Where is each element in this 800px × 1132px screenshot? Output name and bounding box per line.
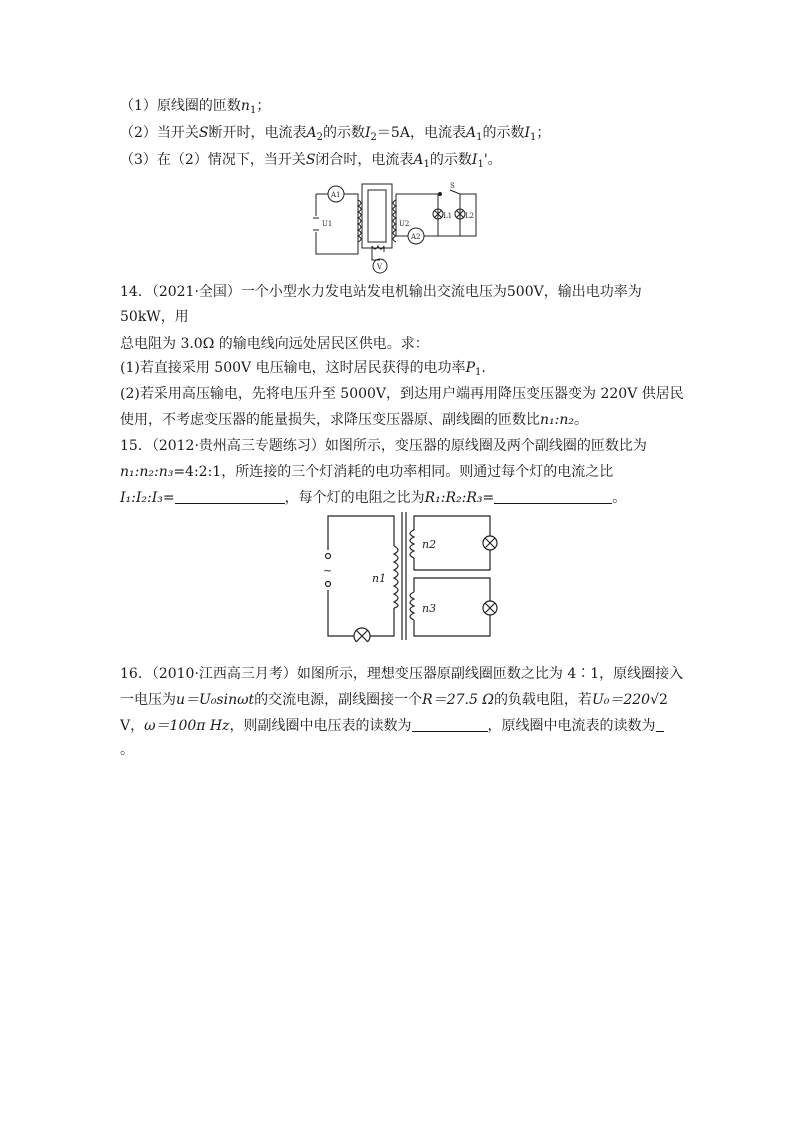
punct: '。 bbox=[483, 152, 502, 168]
resistance-ratio: R₁:R₂:R₃ bbox=[424, 490, 483, 506]
label-a2: A2 bbox=[411, 233, 421, 241]
var-i: I bbox=[365, 125, 371, 141]
punct: ； bbox=[536, 125, 551, 141]
text: ，每个灯的电阻之比为 bbox=[284, 490, 425, 506]
text: （2）当开关 bbox=[120, 125, 199, 141]
text: V， bbox=[120, 718, 145, 734]
text: 15．（2012·贵州高三专题练习）如图所示，变压器的原线圈及两个副线圈的匝数比为 bbox=[120, 438, 647, 454]
text: 闭合时，电流表 bbox=[315, 152, 414, 168]
label-u2: U2 bbox=[399, 220, 410, 228]
text: 的示数 bbox=[429, 152, 472, 168]
q16-line2 bbox=[120, 690, 680, 710]
subscript: 1 bbox=[474, 367, 482, 378]
var-s: S bbox=[198, 125, 209, 141]
q14-line3 bbox=[120, 334, 680, 354]
punct: 。 bbox=[120, 742, 134, 758]
label-v: V bbox=[377, 263, 383, 271]
q15-circuit-figure bbox=[322, 508, 502, 642]
var-a: A bbox=[465, 125, 477, 141]
subscript: 1 bbox=[249, 105, 257, 116]
answer-blank-1[interactable] bbox=[175, 489, 285, 504]
text: =4:2:1，所连接的三个灯消耗的电功率相同。则通过每个灯的电流之比 bbox=[173, 464, 614, 480]
answer-blank-2[interactable] bbox=[494, 489, 612, 504]
q16-line4 bbox=[120, 740, 680, 760]
punct: . bbox=[481, 360, 486, 376]
equals: = bbox=[482, 490, 495, 506]
ratio: n₁:n₂ bbox=[540, 412, 574, 428]
subscript: 1 bbox=[476, 132, 483, 143]
var-i: I bbox=[471, 152, 478, 168]
subscript: 1 bbox=[477, 159, 484, 170]
angular-frequency: ω＝100π Hz bbox=[144, 718, 230, 734]
punct: ； bbox=[256, 98, 271, 114]
text: ，原线圈中电流表的读数为 bbox=[487, 718, 656, 734]
q14-part1 bbox=[120, 358, 680, 383]
primary-lamp-circle bbox=[354, 628, 370, 642]
q16-line3 bbox=[120, 716, 680, 736]
sqrt-two: √2 bbox=[650, 692, 668, 708]
answer-blank-voltmeter[interactable] bbox=[412, 717, 488, 732]
voltage-expression: u＝U₀sinωt bbox=[176, 692, 255, 708]
punct: 。 bbox=[573, 412, 588, 428]
text: 使用，不考虑变压器的能量损失，求降压变压器原、副线圈的匝数比 bbox=[120, 412, 540, 428]
text: 一电压为 bbox=[120, 692, 176, 708]
subscript: 1 bbox=[529, 132, 537, 143]
secondary-wire bbox=[396, 190, 476, 236]
punct: 。 bbox=[612, 490, 627, 506]
q14-part2-line1 bbox=[120, 384, 684, 404]
label-tilde: ~ bbox=[323, 564, 333, 577]
label-u1: U1 bbox=[322, 220, 333, 228]
var-s: S bbox=[305, 152, 316, 168]
current-ratio: I₁:I₂:I₃= bbox=[120, 490, 175, 506]
secondary-n2-coil bbox=[410, 530, 414, 558]
primary-coil bbox=[394, 546, 398, 608]
label-a1: A1 bbox=[331, 191, 341, 199]
q15-line3 bbox=[120, 488, 680, 508]
text: ＝5A，电流表 bbox=[376, 125, 466, 141]
var-p: P bbox=[465, 360, 475, 376]
q14-line2 bbox=[120, 307, 680, 327]
label-s: S bbox=[450, 182, 455, 190]
subscript: 1 bbox=[423, 159, 430, 170]
q13-circuit-figure bbox=[300, 180, 490, 275]
q15-line1 bbox=[120, 436, 680, 456]
q13-part3 bbox=[120, 150, 680, 175]
text: 的负载电阻，若 bbox=[493, 692, 592, 708]
text: ，则副线圈中电压表的读数为 bbox=[229, 718, 412, 734]
q16-line1 bbox=[120, 664, 684, 684]
text: （3）在（2）情况下，当开关 bbox=[120, 152, 306, 168]
text: 断开时，电流表 bbox=[208, 125, 307, 141]
subscript: 2 bbox=[370, 132, 377, 143]
answer-blank-ammeter[interactable] bbox=[656, 717, 664, 732]
text: 的示数 bbox=[323, 125, 366, 141]
source-terminal-bottom bbox=[326, 582, 331, 587]
resistance-value: R＝27.5 Ω bbox=[422, 692, 494, 708]
label-l2: L2 bbox=[465, 212, 475, 220]
transformer-core-inner bbox=[368, 190, 386, 242]
label-n2: n2 bbox=[422, 538, 437, 551]
var-a: A bbox=[413, 152, 424, 168]
text: 的交流电源，副线圈接一个 bbox=[254, 692, 423, 708]
q13-part2 bbox=[120, 123, 680, 148]
label-n3: n3 bbox=[422, 602, 437, 615]
var-i: I bbox=[524, 125, 530, 141]
peak-voltage: U₀＝220 bbox=[591, 692, 651, 708]
text: (2)若采用高压输电，先将电压升至 5000V，到达用户端再用降压变压器变为 220V 供居民 bbox=[120, 386, 684, 402]
text: 14．（2021·全国）一个小型水力发电站发电机输出交流电压为500V，输出电功率为 bbox=[120, 284, 642, 300]
text: 总电阻为 3.0Ω 的输电线向远处居民区供电。求： bbox=[120, 336, 429, 352]
subscript: 2 bbox=[316, 132, 324, 143]
text: 50kW，用 bbox=[120, 309, 189, 325]
source-terminal-top bbox=[326, 554, 331, 559]
var-n: n bbox=[240, 98, 250, 114]
text: 的示数 bbox=[482, 125, 525, 141]
q14-header bbox=[120, 282, 680, 302]
var-a: A bbox=[306, 125, 317, 141]
q13-part1 bbox=[120, 96, 680, 121]
q15-line2 bbox=[120, 462, 680, 482]
text: 16．（2010·江西高三月考）如图所示，理想变压器原副线圈匝数之比为 4∶1，原线圈接入 bbox=[120, 666, 684, 682]
ratio: n₁:n₂:n₃ bbox=[120, 464, 174, 480]
switch-contact bbox=[439, 193, 442, 196]
label-l1: L1 bbox=[443, 212, 453, 220]
transformer-core bbox=[362, 184, 392, 248]
primary-lamp-cross bbox=[357, 631, 368, 642]
q14-part2-line2 bbox=[120, 410, 680, 430]
label-n1: n1 bbox=[372, 572, 387, 585]
q13-part1-text: （1）原线圈的匝数 bbox=[120, 98, 241, 114]
text: (1)若直接采用 500V 电压输电，这时居民获得的电功率 bbox=[120, 360, 466, 376]
secondary-n3-coil bbox=[410, 592, 414, 620]
